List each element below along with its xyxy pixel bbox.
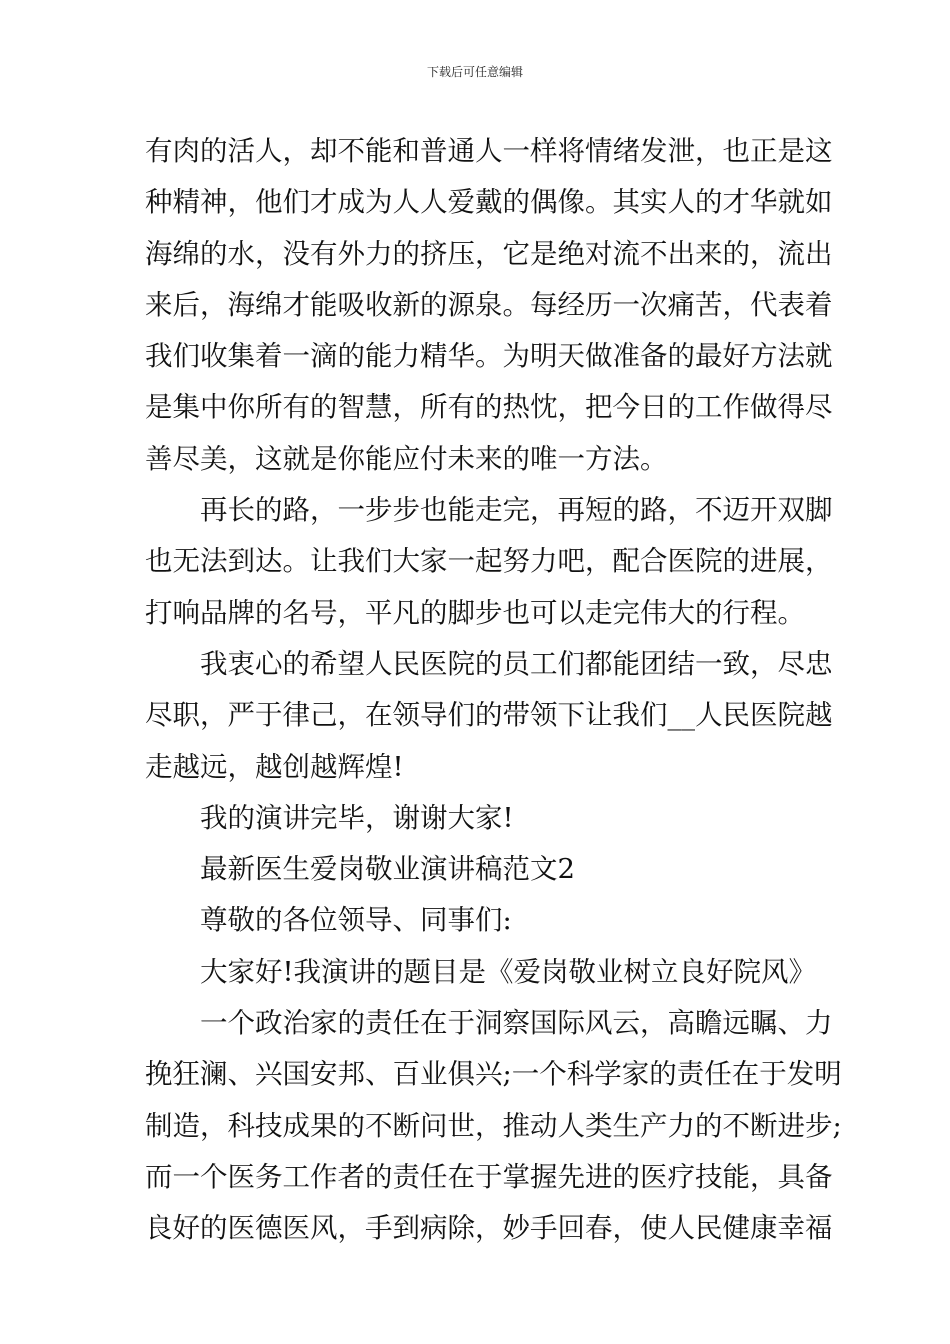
body-line: 良好的医德医风，手到病除，妙手回春，使人民健康幸福 [145,1212,833,1245]
body-line: 是集中你所有的智慧，所有的热忱，把今日的工作做得尽 [145,391,833,424]
body-line: 海绵的水，没有外力的挤压，它是绝对流不出来的，流出 [145,237,833,270]
paragraph-first-line: 我衷心的希望人民医院的员工们都能团结一致，尽忠 [200,647,833,680]
closing-line: 我的演讲完毕，谢谢大家! [200,801,514,834]
body-line: 也无法到达。让我们大家一起努力吧，配合医院的进展， [145,545,833,578]
section-title: 最新医生爱岗敬业演讲稿范文2 [200,853,575,886]
body-line: 而一个医务工作者的责任在于掌握先进的医疗技能，具备 [145,1160,833,1193]
body-line: 来后，海绵才能吸收新的源泉。每经历一次痛苦，代表着 [145,288,833,321]
body-line: 挽狂澜、兴国安邦、百业俱兴;一个科学家的责任在于发明 [145,1058,842,1091]
document-body [145,126,842,1255]
body-line: 打响品牌的名号，平凡的脚步也可以走完伟大的行程。 [145,596,805,629]
body-line: 我们收集着一滴的能力精华。为明天做准备的最好方法就 [145,340,833,373]
body-line: 种精神，他们才成为人人爱戴的偶像。其实人的才华就如 [145,186,833,219]
paragraph-first-line: 再长的路，一步步也能走完，再短的路，不迈开双脚 [200,494,833,527]
body-line: 尽职，严于律己，在领导们的带领下让我们__人民医院越 [145,699,833,732]
speech-title-line: 大家好!我演讲的题目是《爱岗敬业树立良好院风》 [200,955,817,988]
body-line: 有肉的活人，却不能和普通人一样将情绪发泄，也正是这 [145,135,833,167]
body-line: 善尽美，这就是你能应付未来的唯一方法。 [145,442,668,475]
page-header: 下载后可任意编辑 [426,65,523,79]
body-line: 制造，科技成果的不断问世，推动人类生产力的不断进步; [145,1109,842,1142]
paragraph-first-line: 一个政治家的责任在于洞察国际风云，高瞻远瞩、力 [200,1007,833,1040]
body-line: 走越远，越创越辉煌! [145,750,404,783]
salutation: 尊敬的各位领导、同事们: [200,904,512,937]
